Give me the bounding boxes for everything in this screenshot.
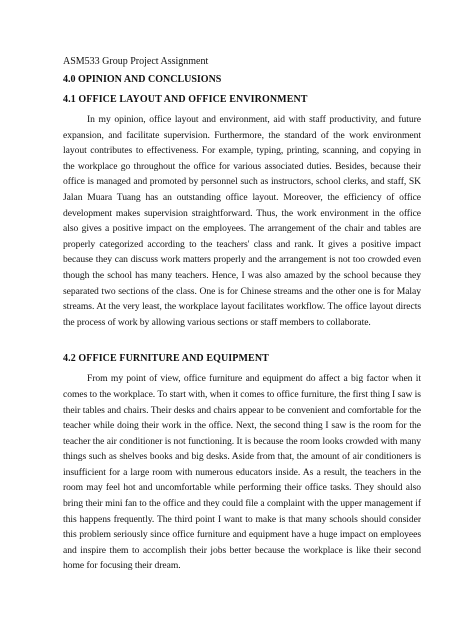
subsection-office-layout (63, 93, 421, 330)
subsection-title-office-layout: 4.1 OFFICE LAYOUT AND OFFICE ENVIRONMENT (63, 94, 308, 105)
section-title: 4.0 OPINION AND CONCLUSIONS (63, 74, 222, 85)
subsection-title-office-furniture: 4.2 OFFICE FURNITURE AND EQUIPMENT (63, 353, 269, 365)
subsection-office-furniture (63, 352, 421, 574)
paragraph-office-furniture: From my point of view, office furniture and equipment do affect a big factor when it comes to the workplace. To start with, when it comes to office furniture, the first thing I saw is their tables and chairs. Their desks and chairs appear to be convenient and comfortable for the teacher while doing their work in the office. Next, the second thing I saw is the room for the teacher the air conditioner is not functioning. It is because the room looks crowded with many things such as shelves books and big desks. Aside from that, the amount of air conditioners is insufficient for a large room with numerous educators inside. As a result, the teachers in the room may feel hot and uncomfortable while performing their office tasks. They should also bring their mini fan to the office and they could file a complaint with the upper management if this happens frequently. The third point I want to make is that many schools should consider this problem seriously since office furniture and equipment have a huge impact on employees and inspire them to accomplish their jobs better because the workplace is like their second home for focusing their dream. (63, 373, 421, 572)
document-header: ASM533 Group Project Assignment (63, 56, 209, 67)
section-gap (63, 330, 421, 352)
paragraph-office-layout: In my opinion, office layout and environment, aid with staff productivity, and future expansion, and facilitate supervision. Furthermore, the standard of the work environment layout contributes to effectiveness. For example, typing, printing, scanning, and copying in the workplace go throughout the office for various associated duties. Besides, because their office is managed and promoted by personnel such as instructors, school clerks, and staff, SK Jalan Muara Tuang has an outstanding office layout. Moreover, the efficiency of office development makes supervision straightforward. Thus, the work environment in the office also gives a positive impact on the employees. The arrangement of the chair and tables are properly categorized according to the teachers' class and rank. It gives a positive impact because they can discuss work matters properly and the arrangement is not too crowded even though the school has many teachers. Hence, I was also amazed by the school because they separated two sections of the class. One is for Chinese streams and the other one is for Malay streams. At the very least, the workplace layout facilitates workflow. The office layout directs the process of work by allowing various sections or staff members to collaborate. (63, 114, 421, 328)
